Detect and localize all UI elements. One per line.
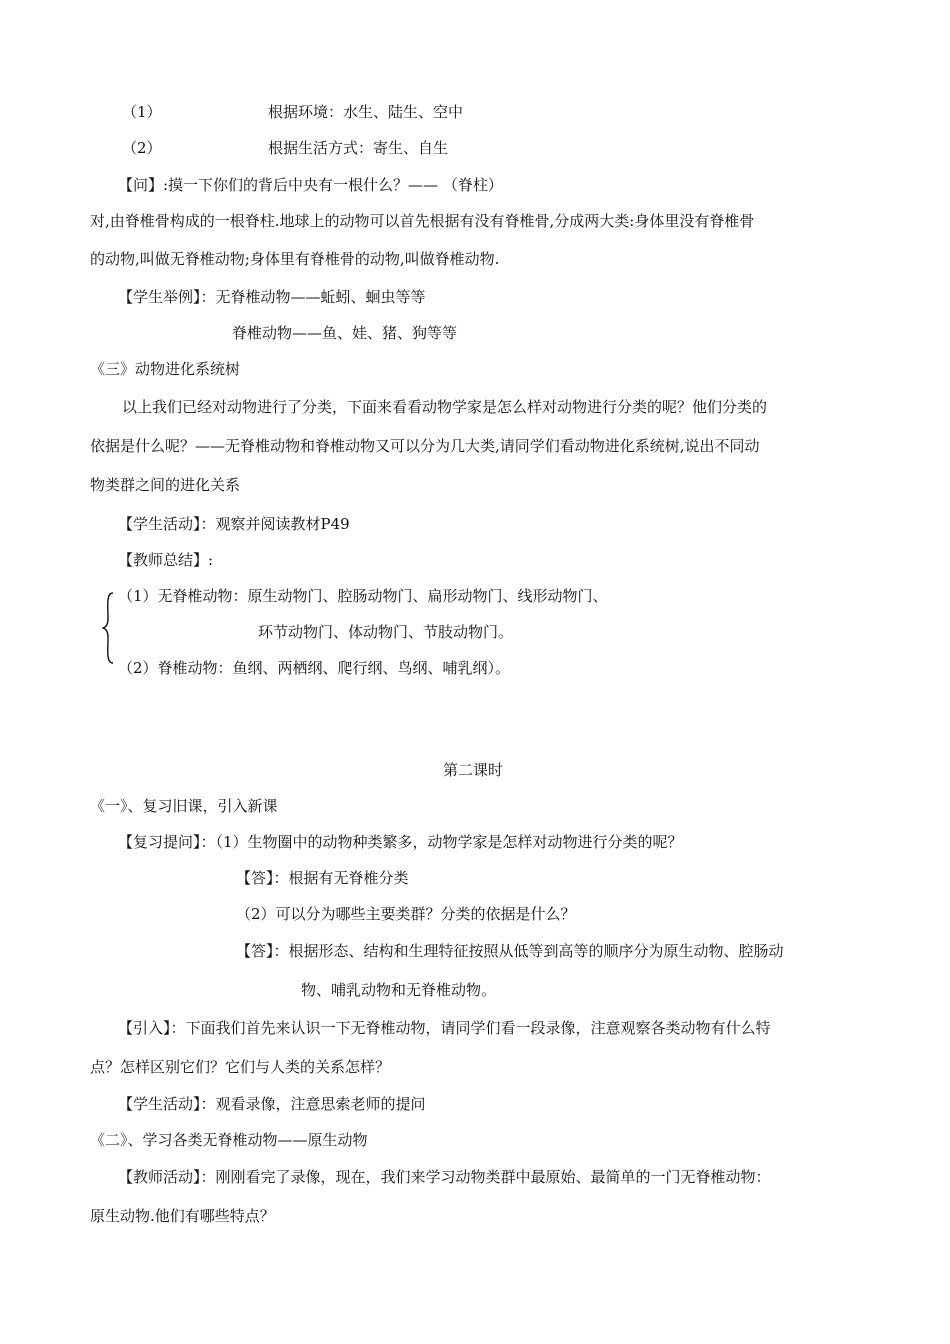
list-number: （1） <box>122 103 162 121</box>
review-question: （2）可以分为哪些主要类群？分类的依据是什么？ <box>236 905 576 923</box>
intro-line: 【引入】：下面我们首先来认识一下无脊椎动物，请同学们看一段录像，注意观察各类动物有什么特 <box>118 1019 771 1037</box>
intro-line: 点？怎样区别它们？它们与人类的关系怎样？ <box>90 1058 391 1076</box>
activity-line: 【学生活动】：观看录像，注意思索老师的提问 <box>118 1095 426 1113</box>
list-number: （2） <box>122 139 162 157</box>
lesson-title: 第二课时 <box>443 761 504 779</box>
answer-line: 【答】：根据形态、结构和生理特征按照从低等到高等的顺序分为原生动物、腔肠动 <box>236 942 784 960</box>
example-line: 【学生举例】：无脊椎动物——蚯蚓、蛔虫等等 <box>118 288 426 306</box>
review-question: 【复习提问】：（1）生物圈中的动物种类繁多，动物学家是怎样对动物进行分类的呢？ <box>118 833 683 851</box>
paragraph-line: 以上我们已经对动物进行了分类，下面来看看动物学家是怎么样对动物进行分类的呢？他们分类的 <box>122 398 768 416</box>
example-line: 脊椎动物——鱼、娃、猪、狗等等 <box>232 324 458 342</box>
classification-line: （2）脊椎动物：鱼纲、两栖纲、爬行纲、鸟纲、哺乳纲）。 <box>118 659 511 677</box>
summary-label: 【教师总结】: <box>118 551 214 569</box>
teacher-activity-line: 原生动物.他们有哪些特点？ <box>90 1207 275 1225</box>
paragraph-line: 物类群之间的进化关系 <box>90 476 241 494</box>
paragraph-line: 对,由脊椎骨构成的一根脊柱.地球上的动物可以首先根据有没有脊椎骨,分成两大类:身体里没有脊椎骨 <box>90 212 755 230</box>
list-text: 根据环境：水生、陆生、空中 <box>268 103 464 121</box>
activity-line: 【学生活动】：观察并阅读教材P49 <box>118 515 350 533</box>
section-heading: 《三》动物进化系统树 <box>90 360 241 378</box>
curly-brace-icon <box>102 592 114 664</box>
classification-line: 环节动物门、体动物门、节肢动物门。 <box>258 623 514 641</box>
teacher-activity-line: 【教师活动】：刚刚看完了录像，现在，我们来学习动物类群中最原始、最简单的一门无脊椎动物： <box>118 1168 771 1186</box>
section-heading: 《一》、复习旧课，引入新课 <box>90 797 278 815</box>
paragraph-line: 依据是什么呢？——无脊椎动物和脊椎动物又可以分为几大类,请同学们看动物进化系统树,说出不同动 <box>90 437 760 455</box>
paragraph-line: 的动物,叫做无脊椎动物;身体里有脊椎骨的动物,叫做脊椎动物. <box>90 250 500 268</box>
section-heading: 《二》、学习各类无脊椎动物——原生动物 <box>90 1131 368 1149</box>
list-text: 根据生活方式：寄生、自生 <box>268 139 449 157</box>
question-line: 【问】:摸一下你们的背后中央有一根什么？—— （脊柱） <box>118 176 503 194</box>
classification-line: （1）无脊椎动物：原生动物门、腔肠动物门、扁形动物门、线形动物门、 <box>118 587 608 605</box>
answer-line: 物、哺乳动物和无脊椎动物。 <box>301 981 497 999</box>
answer-line: 【答】：根据有无脊椎分类 <box>236 869 409 887</box>
